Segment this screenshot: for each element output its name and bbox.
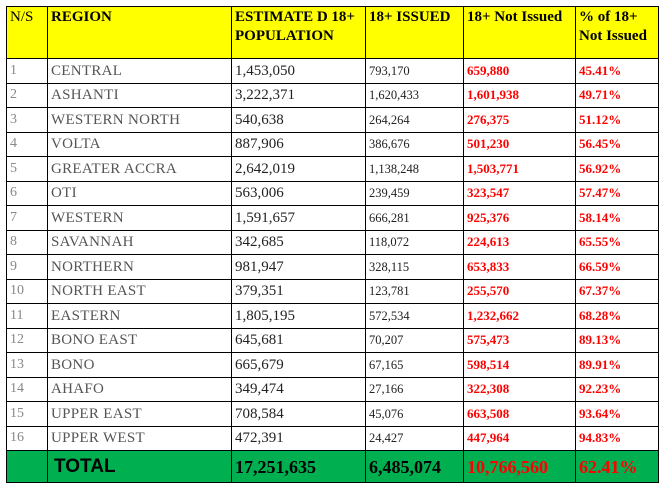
total-estimate: 17,251,635 (232, 451, 366, 483)
cell-not-issued: 1,503,771 (464, 157, 576, 182)
cell-pct: 56.92% (576, 157, 659, 182)
cell-region: EASTERN (48, 304, 232, 329)
cell-issued: 666,281 (366, 206, 464, 231)
table-row (7, 402, 659, 427)
cell-estimate: 981,947 (232, 255, 366, 280)
header-pct-line2: Not Issued (579, 28, 647, 44)
cell-issued: 793,170 (366, 59, 464, 84)
cell-region: NORTH EAST (48, 279, 232, 304)
cell-ns: 4 (7, 132, 48, 157)
cell-issued: 118,072 (366, 230, 464, 255)
cell-pct: 67.37% (576, 279, 659, 304)
cell-pct: 57.47% (576, 181, 659, 206)
table-row (7, 279, 659, 304)
cell-pct: 68.28% (576, 304, 659, 329)
cell-region: SAVANNAH (48, 230, 232, 255)
cell-ns: 9 (7, 255, 48, 280)
cell-not-issued: 276,375 (464, 108, 576, 133)
cell-estimate: 3,222,371 (232, 83, 366, 108)
cell-issued: 264,264 (366, 108, 464, 133)
table-row (7, 255, 659, 280)
cell-pct: 49.71% (576, 83, 659, 108)
cell-pct: 94.83% (576, 426, 659, 451)
cell-estimate: 2,642,019 (232, 157, 366, 182)
cell-ns: 3 (7, 108, 48, 133)
cell-not-issued: 653,833 (464, 255, 576, 280)
header-pct-line1: % of 18+ (579, 9, 638, 25)
cell-estimate: 349,474 (232, 377, 366, 402)
cell-region: UPPER EAST (48, 402, 232, 427)
cell-ns: 15 (7, 402, 48, 427)
table-row (7, 426, 659, 451)
cell-ns: 14 (7, 377, 48, 402)
table-row (7, 304, 659, 329)
cell-ns: 16 (7, 426, 48, 451)
cell-estimate: 563,006 (232, 181, 366, 206)
header-estimate-line2: POPULATION (235, 28, 334, 44)
cell-not-issued: 447,964 (464, 426, 576, 451)
cell-ns: 1 (7, 59, 48, 84)
cell-issued: 27,166 (366, 377, 464, 402)
cell-ns: 2 (7, 83, 48, 108)
table-row (7, 83, 659, 108)
cell-estimate: 540,638 (232, 108, 366, 133)
cell-issued: 386,676 (366, 132, 464, 157)
table-row (7, 59, 659, 84)
table-row (7, 328, 659, 353)
cell-issued: 45,076 (366, 402, 464, 427)
header-row (7, 7, 659, 59)
header-estimate (232, 7, 366, 59)
cell-not-issued: 1,232,662 (464, 304, 576, 329)
total-ns (7, 451, 48, 483)
cell-region: CENTRAL (48, 59, 232, 84)
cell-ns: 11 (7, 304, 48, 329)
total-label: TOTAL (48, 451, 232, 483)
cell-issued: 328,115 (366, 255, 464, 280)
cell-not-issued: 663,508 (464, 402, 576, 427)
table-body (7, 59, 659, 451)
cell-pct: 65.55% (576, 230, 659, 255)
table-row (7, 230, 659, 255)
cell-issued: 24,427 (366, 426, 464, 451)
cell-not-issued: 925,376 (464, 206, 576, 231)
cell-region: OTI (48, 181, 232, 206)
cell-region: BONO (48, 353, 232, 378)
cell-estimate: 1,453,050 (232, 59, 366, 84)
cell-pct: 92.23% (576, 377, 659, 402)
cell-region: UPPER WEST (48, 426, 232, 451)
cell-ns: 13 (7, 353, 48, 378)
cell-region: BONO EAST (48, 328, 232, 353)
table-row (7, 157, 659, 182)
cell-ns: 12 (7, 328, 48, 353)
cell-region: NORTHERN (48, 255, 232, 280)
cell-estimate: 342,685 (232, 230, 366, 255)
cell-estimate: 472,391 (232, 426, 366, 451)
cell-not-issued: 224,613 (464, 230, 576, 255)
cell-pct: 89.91% (576, 353, 659, 378)
cell-pct: 66.59% (576, 255, 659, 280)
header-pct (576, 7, 659, 59)
cell-pct: 56.45% (576, 132, 659, 157)
cell-region: WESTERN (48, 206, 232, 231)
cell-issued: 1,138,248 (366, 157, 464, 182)
cell-not-issued: 322,308 (464, 377, 576, 402)
region-table (6, 6, 659, 483)
header-region: REGION (48, 7, 232, 59)
cell-ns: 5 (7, 157, 48, 182)
header-not-issued: 18+ Not Issued (464, 7, 576, 59)
cell-not-issued: 255,570 (464, 279, 576, 304)
cell-not-issued: 575,473 (464, 328, 576, 353)
header-ns: N/S (7, 7, 48, 59)
header-estimate-line1: ESTIMATE D 18+ (235, 9, 355, 25)
header-issued: 18+ ISSUED (366, 7, 464, 59)
cell-issued: 67,165 (366, 353, 464, 378)
cell-estimate: 887,906 (232, 132, 366, 157)
cell-issued: 239,459 (366, 181, 464, 206)
total-issued: 6,485,074 (366, 451, 464, 483)
cell-region: VOLTA (48, 132, 232, 157)
cell-not-issued: 659,880 (464, 59, 576, 84)
cell-issued: 572,534 (366, 304, 464, 329)
cell-region: AHAFO (48, 377, 232, 402)
table-row (7, 353, 659, 378)
cell-pct: 58.14% (576, 206, 659, 231)
cell-ns: 6 (7, 181, 48, 206)
cell-pct: 51.12% (576, 108, 659, 133)
cell-estimate: 708,584 (232, 402, 366, 427)
cell-issued: 123,781 (366, 279, 464, 304)
cell-ns: 8 (7, 230, 48, 255)
cell-estimate: 1,805,195 (232, 304, 366, 329)
cell-estimate: 645,681 (232, 328, 366, 353)
cell-ns: 7 (7, 206, 48, 231)
cell-not-issued: 1,601,938 (464, 83, 576, 108)
cell-not-issued: 598,514 (464, 353, 576, 378)
cell-pct: 93.64% (576, 402, 659, 427)
cell-issued: 70,207 (366, 328, 464, 353)
total-pct: 62.41% (576, 451, 659, 483)
table-row (7, 108, 659, 133)
region-table-container (6, 6, 658, 483)
cell-not-issued: 323,547 (464, 181, 576, 206)
cell-estimate: 379,351 (232, 279, 366, 304)
cell-estimate: 1,591,657 (232, 206, 366, 231)
cell-region: WESTERN NORTH (48, 108, 232, 133)
total-row (7, 451, 659, 483)
table-row (7, 206, 659, 231)
cell-issued: 1,620,433 (366, 83, 464, 108)
cell-not-issued: 501,230 (464, 132, 576, 157)
table-row (7, 181, 659, 206)
cell-ns: 10 (7, 279, 48, 304)
cell-pct: 89.13% (576, 328, 659, 353)
cell-region: GREATER ACCRA (48, 157, 232, 182)
cell-region: ASHANTI (48, 83, 232, 108)
table-row (7, 377, 659, 402)
total-not-issued: 10,766,560 (464, 451, 576, 483)
table-row (7, 132, 659, 157)
cell-estimate: 665,679 (232, 353, 366, 378)
cell-pct: 45.41% (576, 59, 659, 84)
